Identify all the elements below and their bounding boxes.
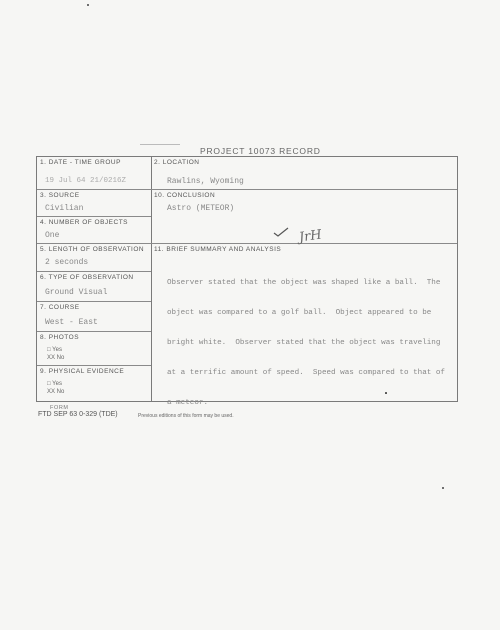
page-speck <box>442 487 444 489</box>
checkmark-icon <box>273 227 289 237</box>
physical-evidence-label: 9. PHYSICAL EVIDENCE <box>40 368 125 375</box>
course-value: West - East <box>45 318 98 327</box>
record-form <box>36 156 458 407</box>
source-label: 3. SOURCE <box>40 192 80 199</box>
length-of-observation-cell <box>37 244 151 272</box>
type-of-observation-label: 6. TYPE OF OBSERVATION <box>40 274 134 281</box>
location-label: 2. LOCATION <box>154 159 200 166</box>
source-value: Civilian <box>45 204 84 213</box>
number-of-objects-label: 4. NUMBER OF OBJECTS <box>40 219 129 226</box>
summary-line: Observer stated that the object was shaped like a ball. The <box>167 279 441 287</box>
length-of-observation-label: 5. LENGTH OF OBSERVATION <box>40 246 145 253</box>
type-of-observation-value: Ground Visual <box>45 288 108 297</box>
date-time-group-value: 19 Jul 64 21/0216Z <box>45 177 127 185</box>
course-cell <box>37 302 151 332</box>
physical-evidence-no-option: XX No <box>47 389 65 395</box>
location-cell <box>151 157 457 190</box>
physical-evidence-yes-option: □ Yes <box>47 381 62 387</box>
summary-text <box>167 258 457 428</box>
form-title: PROJECT 10073 RECORD <box>200 146 321 156</box>
summary-line: bright white. Observer stated that the object was traveling <box>167 339 441 347</box>
type-of-observation-cell <box>37 272 151 302</box>
photos-label: 8. PHOTOS <box>40 334 80 341</box>
photos-no-option: XX No <box>47 355 65 361</box>
summary-cell <box>151 244 457 407</box>
footer-note: Previous editions of this form may be used. <box>138 413 234 419</box>
reviewer-initials: JrH <box>298 227 323 246</box>
course-label: 7. COURSE <box>40 304 80 311</box>
length-of-observation-value: 2 seconds <box>45 258 89 267</box>
left-column <box>37 157 152 401</box>
summary-line: a meteor. <box>167 399 209 407</box>
summary-line: object was compared to a golf ball. Object appeared to be <box>167 309 432 317</box>
summary-label: 11. BRIEF SUMMARY AND ANALYSIS <box>154 246 282 253</box>
right-column <box>151 157 457 407</box>
physical-evidence-cell <box>37 366 151 403</box>
photos-cell <box>37 332 151 366</box>
conclusion-cell <box>151 190 457 244</box>
source-cell <box>37 190 151 217</box>
number-of-objects-cell <box>37 217 151 244</box>
location-value: Rawlins, Wyoming <box>167 177 244 186</box>
date-time-group-cell <box>37 157 151 190</box>
footer-form-label: FORM <box>50 405 69 411</box>
page-speck <box>87 4 89 6</box>
conclusion-value: Astro (METEOR) <box>167 204 235 213</box>
footer-form-code: FTD SEP 63 0-329 (TDE) <box>38 411 118 418</box>
conclusion-label: 10. CONCLUSION <box>154 192 216 199</box>
number-of-objects-value: One <box>45 231 60 240</box>
summary-line: at a terrific amount of speed. Speed was compared to that of <box>167 369 445 377</box>
title-rule <box>140 144 180 145</box>
photos-yes-option: □ Yes <box>47 347 62 353</box>
date-time-group-label: 1. DATE - TIME GROUP <box>40 159 121 166</box>
